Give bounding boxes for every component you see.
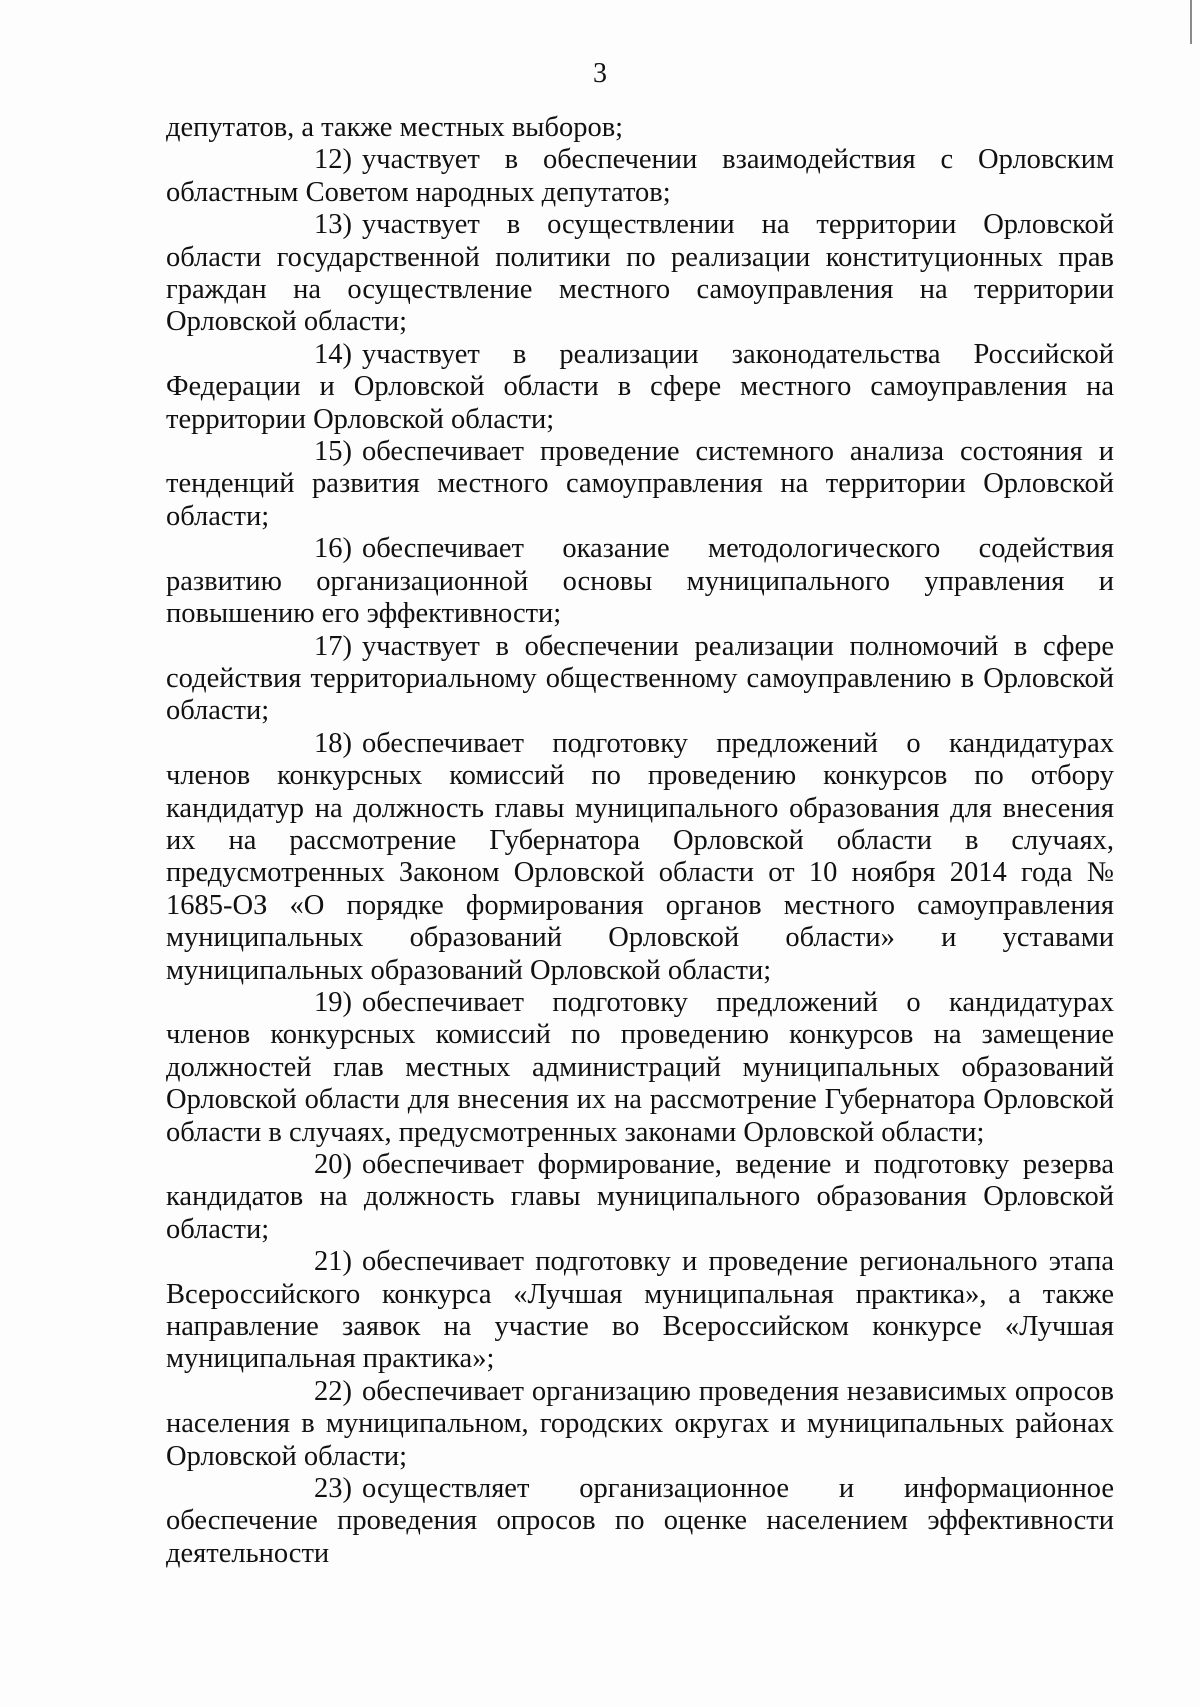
item-number: 17): [314, 630, 352, 662]
item-text: участвует в обеспечении реализации полномочий в сфере содействия территориальному общественному самоуправлению в Орловской области;: [166, 630, 1114, 727]
list-item-13: [166, 209, 1114, 339]
list-item-20: [166, 1149, 1114, 1246]
item-number: 14): [314, 338, 352, 370]
continuation-paragraph: депутатов, а также местных выборов;: [166, 112, 624, 143]
item-text: участвует в реализации законодательства Российской Федерации и Орловской области в сфере местного самоуправления на территории Орловской области;: [166, 338, 1114, 435]
list-item-16: [166, 533, 1114, 630]
document-body: [166, 112, 1114, 1570]
item-text: обеспечивает подготовку предложений о кандидатурах членов конкурсных комиссий по проведению конкурсов по отбору кандидатур на должность главы муниципального образования для внесения их на рассмотрение Губернатора Орловской области в случаях, предусмотренных Законом Орловской области от 10 ноября 2014 года № 1685-ОЗ «О порядке формирования органов местного самоуправления муниципальных образований Орловской области» и уставами муниципальных образований Орловской области;: [166, 727, 1114, 986]
item-number: 19): [314, 986, 352, 1018]
item-text: осуществляет организационное и информационное обеспечение проведения опросов по оценке населением эффективности деятельности: [166, 1473, 1114, 1569]
item-number: 15): [314, 436, 352, 468]
item-text: участвует в осуществлении на территории Орловской области государственной политики по реализации конституционных прав граждан на осуществление местного самоуправления на территории Орловской области;: [166, 209, 1114, 338]
item-number: 12): [314, 144, 352, 176]
item-text: обеспечивает организацию проведения независимых опросов населения в муниципальном, городских округах и муниципальных районах Орловской области;: [166, 1375, 1114, 1472]
list-item-18: [166, 728, 1114, 987]
item-number: 16): [314, 533, 352, 565]
item-text: обеспечивает подготовку предложений о кандидатурах членов конкурсных комиссий по проведению конкурсов на замещение должностей глав местных администраций муниципальных образований Орловской области для внесения их на рассмотрение Губернатора Орловской области в случаях, предусмотренных законами Орловской области;: [166, 986, 1114, 1148]
list-item-12: [166, 144, 1114, 209]
item-number: 22): [314, 1375, 352, 1407]
item-text: обеспечивает оказание методологического содействия развитию организационной основы муниципального управления и повышению его эффективности;: [166, 533, 1114, 630]
list-item-17: [166, 631, 1114, 728]
list-item-23: [166, 1473, 1114, 1570]
item-text: обеспечивает проведение системного анализа состояния и тенденций развития местного самоуправления на территории Орловской области;: [166, 436, 1114, 532]
item-number: 21): [314, 1246, 352, 1278]
list-item-21: [166, 1246, 1114, 1376]
scan-edge-mark: [1190, 0, 1192, 44]
list-item-14: [166, 339, 1114, 436]
list-item-15: [166, 436, 1114, 533]
item-text: обеспечивает формирование, ведение и подготовку резерва кандидатов на должность главы муниципального образования Орловской области;: [166, 1149, 1114, 1245]
item-text: участвует в обеспечении взаимодействия с Орловским областным Советом народных депутатов;: [166, 144, 1114, 208]
list-item-19: [166, 987, 1114, 1149]
item-number: 18): [314, 727, 352, 759]
page-number: 3: [593, 58, 607, 89]
item-number: 23): [314, 1473, 352, 1505]
list-item-22: [166, 1376, 1114, 1473]
item-number: 20): [314, 1149, 352, 1180]
item-number: 13): [314, 209, 352, 241]
item-text: обеспечивает подготовку и проведение регионального этапа Всероссийского конкурса «Лучшая муниципальная практика», а также направление заявок на участие во Всероссийском конкурсе «Лучшая муниципальная практика»;: [166, 1246, 1114, 1375]
